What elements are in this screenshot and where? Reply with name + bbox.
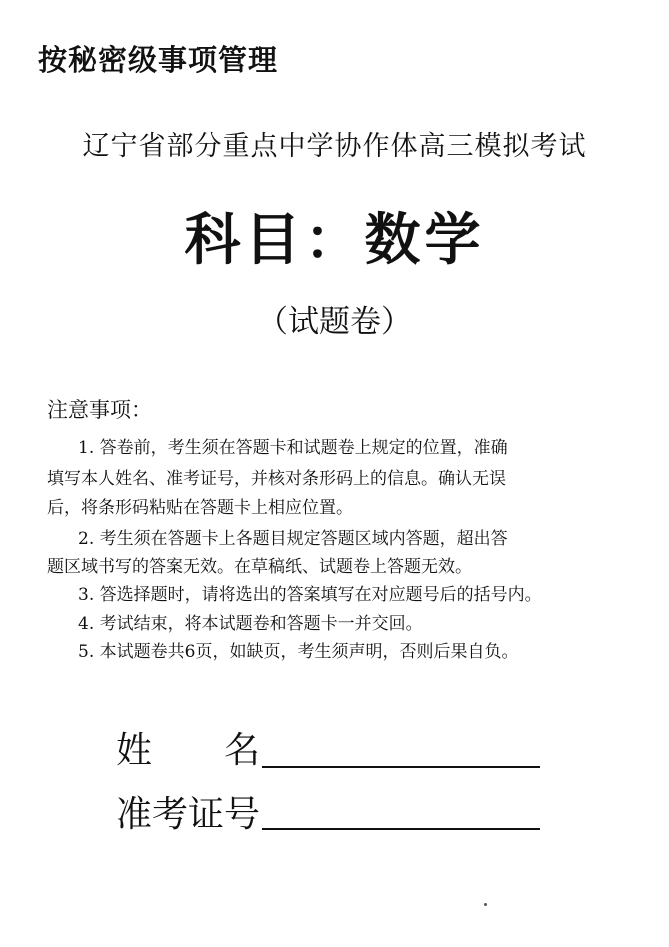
notice-item-4: 4. 考试结束，将本试题卷和答题卡一并交回。 [78, 614, 423, 634]
exam-id-field-label: 准考证号 [116, 794, 261, 835]
paper-type-label: （试题卷） [257, 304, 412, 340]
notice-heading: 注意事项： [47, 398, 152, 422]
exam-id-write-line[interactable] [262, 828, 540, 830]
notice-item-1-line-2: 填写本人姓名、准考证号，并核对条形码上的信息。确认无误 [47, 469, 506, 489]
notice-item-1-line-3: 后，将条形码粘贴在答题卡上相应位置。 [47, 498, 353, 518]
subject-title: 科目：数学 [184, 208, 485, 273]
notice-item-2-line-2: 题区域书写的答案无效。在草稿纸、试题卷上答题无效。 [47, 557, 472, 577]
notice-item-3: 3. 答选择题时，请将选出的答案填写在对应题号后的括号内。 [78, 585, 542, 605]
name-write-line[interactable] [262, 766, 540, 768]
exam-title: 辽宁省部分重点中学协作体高三模拟考试 [82, 131, 587, 162]
name-field-label: 姓 名 [116, 730, 261, 771]
scan-speck [484, 903, 487, 906]
secret-level-label: 按秘密级事项管理 [38, 43, 279, 77]
notice-item-1-line-1: 1. 答卷前，考生须在答题卡和试题卷上规定的位置，准确 [78, 438, 508, 458]
notice-item-5: 5. 本试题卷共6页，如缺页，考生须声明，否则后果自负。 [78, 642, 519, 662]
notice-item-2-line-1: 2. 考生须在答题卡上各题目规定答题区域内答题，超出答 [78, 529, 508, 549]
